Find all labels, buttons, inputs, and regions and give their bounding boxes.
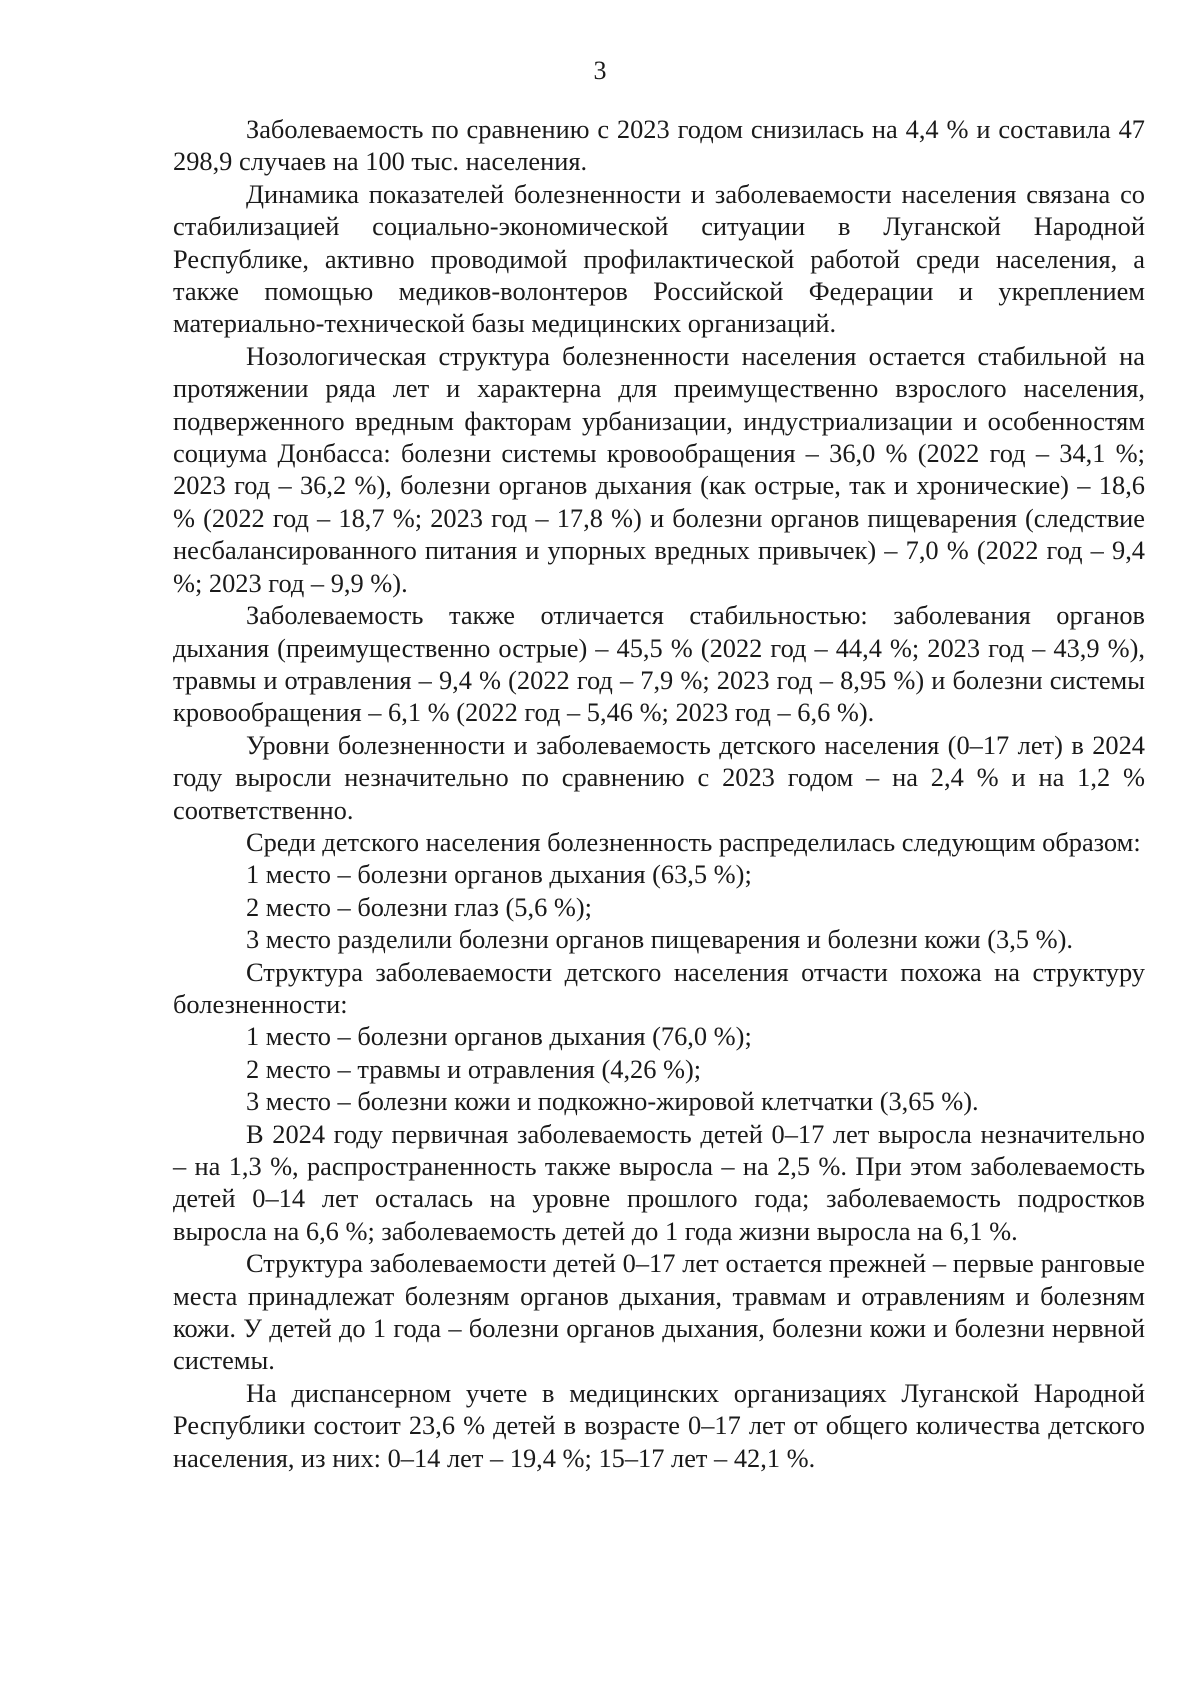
- paragraph-child-incidence-intro: Структура заболеваемости детского населения отчасти похожа на структуру болезненности:: [173, 956, 1145, 1019]
- incidence-rank-3: 3 место – болезни кожи и подкожно-жировой клетчатки (3,65 %).: [246, 1086, 979, 1117]
- paragraph-incidence-decrease: Заболеваемость по сравнению с 2023 годом снизилась на 4,4 % и составила 47 298,9 случаев на 100 тыс. населения.: [173, 114, 1145, 177]
- prevalence-rank-2: 2 место – болезни глаз (5,6 %);: [246, 891, 592, 922]
- paragraph-dispensary-registration: На диспансерном учете в медицинских организациях Луганской Народной Республики состоит 23,6 % детей в возрасте 0–17 лет от общего количества детского населения, из них: 0–14 лет – 19,4 %; 15–17 лет – 42,1 %.: [173, 1377, 1145, 1473]
- paragraph-incidence-structure-children: Структура заболеваемости детей 0–17 лет остается прежней – первые ранговые места принадлежат болезням органов дыхания, травмам и отравлениям и болезням кожи. У детей до 1 года – болезни органов дыхания, болезни кожи и болезни нервной системы.: [173, 1248, 1145, 1376]
- paragraph-nosological-structure: Нозологическая структура болезненности населения остается стабильной на протяжении ряда лет и характерна для преимущественно взрослого населения, подверженного вредным факторам урбанизации, индустриализации и особенностям социума Донбасса: болезни системы кровообращения – 36,0 % (2022 год – 34,1 %; 2023 год – 36,2 %), болезни органов дыхания (как острые, так и хронические) – 18,6 % (2022 год – 18,7 %; 2023 год – 17,8 %) и болезни органов пищеварения (следствие несбалансированного питания и упорных вредных привычек) – 7,0 % (2022 год – 9,4 %; 2023 год – 9,9 %).: [173, 340, 1145, 598]
- paragraph-dynamics: Динамика показателей болезненности и заболеваемости населения связана со стабилизацией социально-экономической ситуации в Луганской Народной Республике, активно проводимой профилактической работой среди населения, а также помощью медиков-волонтеров Российской Федерации и укреплением материально-технической базы медицинских организаций.: [173, 178, 1145, 339]
- incidence-rank-1: 1 место – болезни органов дыхания (76,0 %);: [246, 1021, 752, 1052]
- incidence-rank-2: 2 место – травмы и отравления (4,26 %);: [246, 1053, 702, 1084]
- paragraph-primary-incidence-2024: В 2024 году первичная заболеваемость детей 0–17 лет выросла незначительно – на 1,3 %, распространенность также выросла – на 2,5 %. При этом заболеваемость детей 0–14 лет осталась на уровне прошлого года; заболеваемость подростков выросла на 6,6 %; заболеваемость детей до 1 года жизни выросла на 6,1 %.: [173, 1118, 1145, 1246]
- prevalence-rank-1: 1 место – болезни органов дыхания (63,5 %);: [246, 859, 752, 890]
- page-number: 3: [593, 56, 607, 85]
- prevalence-rank-3: 3 место разделили болезни органов пищеварения и болезни кожи (3,5 %).: [246, 924, 1073, 955]
- paragraph-child-levels: Уровни болезненности и заболеваемость детского населения (0–17 лет) в 2024 году выросли незначительно по сравнению с 2023 годом – на 2,4 % и на 1,2 % соответственно.: [173, 729, 1145, 825]
- paragraph-incidence-stability: Заболеваемость также отличается стабильностью: заболевания органов дыхания (преимущественно острые) – 45,5 % (2022 год – 44,4 %; 2023 год – 43,9 %), травмы и отравления – 9,4 % (2022 год – 7,9 %; 2023 год – 8,95 %) и болезни системы кровообращения – 6,1 % (2022 год – 5,46 %; 2023 год – 6,6 %).: [173, 600, 1145, 728]
- paragraph-child-prevalence-intro: Среди детского населения болезненность распределилась следующим образом:: [246, 826, 1141, 857]
- document-body: [173, 113, 1145, 1474]
